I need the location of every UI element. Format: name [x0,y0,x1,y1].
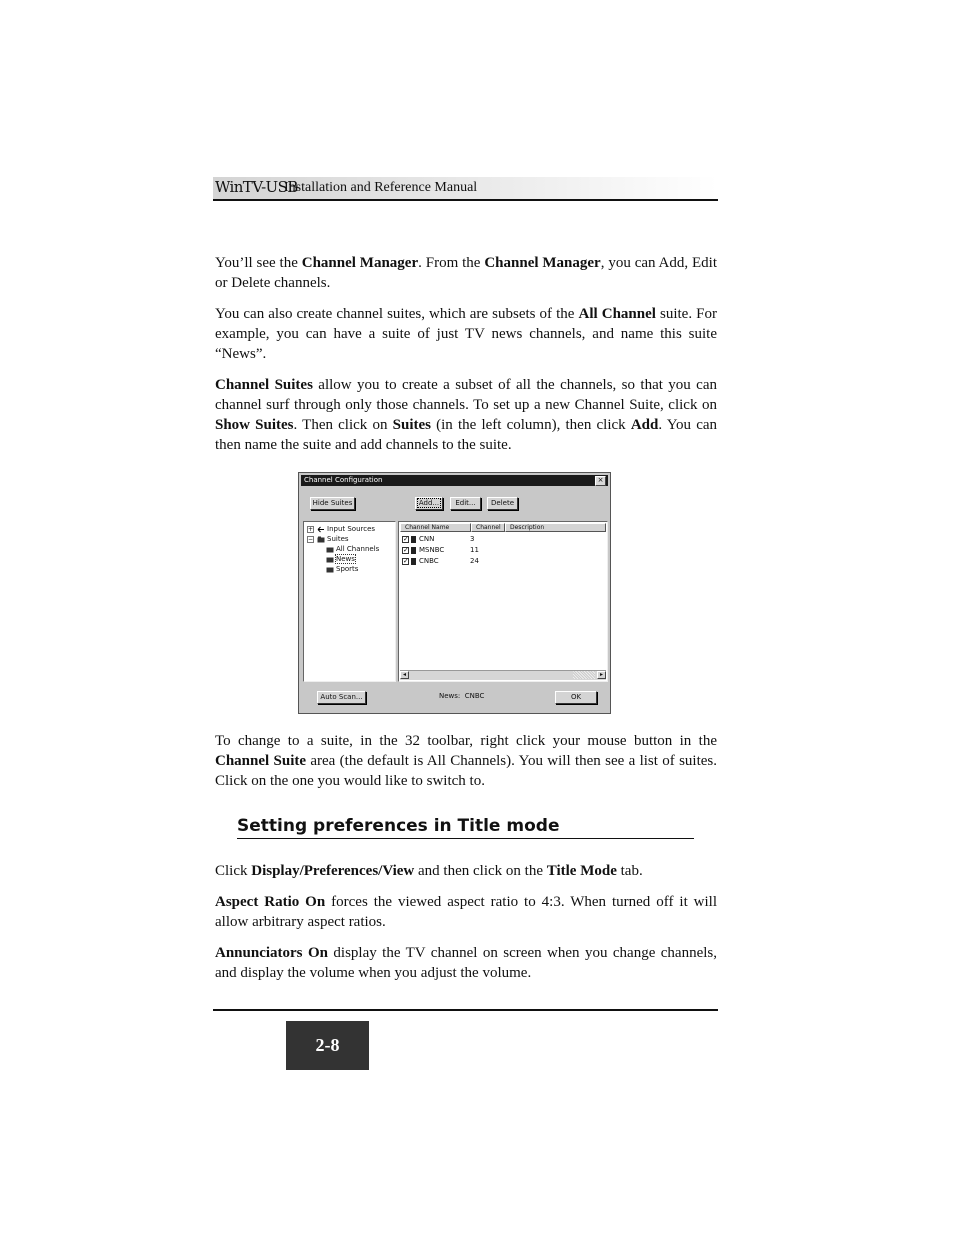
tv-icon [411,558,416,565]
section-heading: Setting preferences in Title mode [237,815,694,839]
tree-item-suites[interactable]: − Suites [308,535,349,543]
input-sources-icon [317,526,325,533]
footer-rule [213,1009,718,1011]
collapse-icon[interactable]: − [308,535,314,543]
add-button[interactable]: Add... [415,497,443,510]
scroll-thumb[interactable] [573,671,595,679]
list-item[interactable]: ✓ CNBC 24 [403,556,479,565]
close-icon[interactable]: × [595,476,606,486]
suite-icon [326,556,334,563]
checkbox[interactable]: ✓ [403,545,409,554]
paragraph-channel-suites-intro: You can also create channel suites, which are subsets of the All Channel suite. For example, you can have a suite of just TV news channels, and name this suite “News”. [215,306,717,362]
tv-icon [411,547,416,554]
column-header-description[interactable]: Description [505,523,606,532]
column-header-channel-name[interactable]: Channel Name [400,523,471,532]
page-number: 2-8 [286,1021,369,1070]
paragraph-title-mode: Click Display/Preferences/View and then click on the Title Mode tab. [215,863,643,879]
channel-configuration-dialog [298,472,611,714]
tree-item-news[interactable]: News [326,554,355,564]
tree-item-input-sources[interactable]: + Input Sources [308,525,376,533]
dialog-title-bar [301,475,608,486]
paragraph-change-suite: To change to a suite, in the 32 toolbar, right click your mouse button in the Channel Suite area (the default is All Channels). You will then see a list of suites. Click on the one you would like to switch to. [215,733,717,789]
tree-item-all-channels[interactable]: All Channels [326,544,379,554]
horizontal-scrollbar[interactable] [400,670,606,680]
tv-icon [411,536,416,543]
expand-icon[interactable]: + [308,525,314,533]
running-header [213,177,718,201]
paragraph-aspect-ratio: Aspect Ratio On forces the viewed aspect ratio to 4:3. When turned off it will allow arbitrary aspect ratios. [215,894,718,930]
paragraph-channel-manager: You’ll see the Channel Manager. From the Channel Manager, you can Add, Edit or Delete channels. [215,255,718,291]
auto-scan-button[interactable]: Auto Scan... [317,691,366,704]
manual-title: Installation and Reference Manual [284,180,478,195]
scroll-left-icon[interactable]: ◂ [400,671,409,679]
suite-icon [326,546,334,553]
suite-icon [326,566,334,573]
column-header-channel[interactable]: Channel [471,523,505,532]
list-item[interactable]: ✓ MSNBC 11 [403,545,479,554]
edit-button[interactable]: Edit... [450,497,481,510]
hide-suites-button[interactable]: Hide Suites [310,497,355,510]
ok-button[interactable]: OK [555,691,597,704]
suite-tree-panel[interactable] [303,521,396,682]
tree-item-sports[interactable]: Sports [326,564,358,574]
channel-list-panel[interactable] [398,521,608,682]
suites-folder-icon [317,536,325,543]
delete-button[interactable]: Delete [487,497,518,510]
status-text: News: CNBC [439,692,485,700]
checkbox[interactable]: ✓ [403,534,409,543]
dialog-title: Channel Configuration [304,476,383,484]
list-item[interactable]: ✓ CNN 3 [403,534,475,543]
product-name: WinTV-USB [215,178,298,196]
scroll-right-icon[interactable]: ▸ [597,671,606,679]
checkbox[interactable]: ✓ [403,556,409,565]
paragraph-annunciators: Annunciators On display the TV channel on screen when you change channels, and display the volume when you adjust the volume. [215,945,718,981]
paragraph-channel-suites-howto: Channel Suites allow you to create a subset of all the channels, so that you can channel surf through only those channels. To set up a new Channel Suite, click on Show Suites. Then click on Suites (in the left column), then click Add. You can then name the suite and add channels to the suite. [215,377,718,453]
